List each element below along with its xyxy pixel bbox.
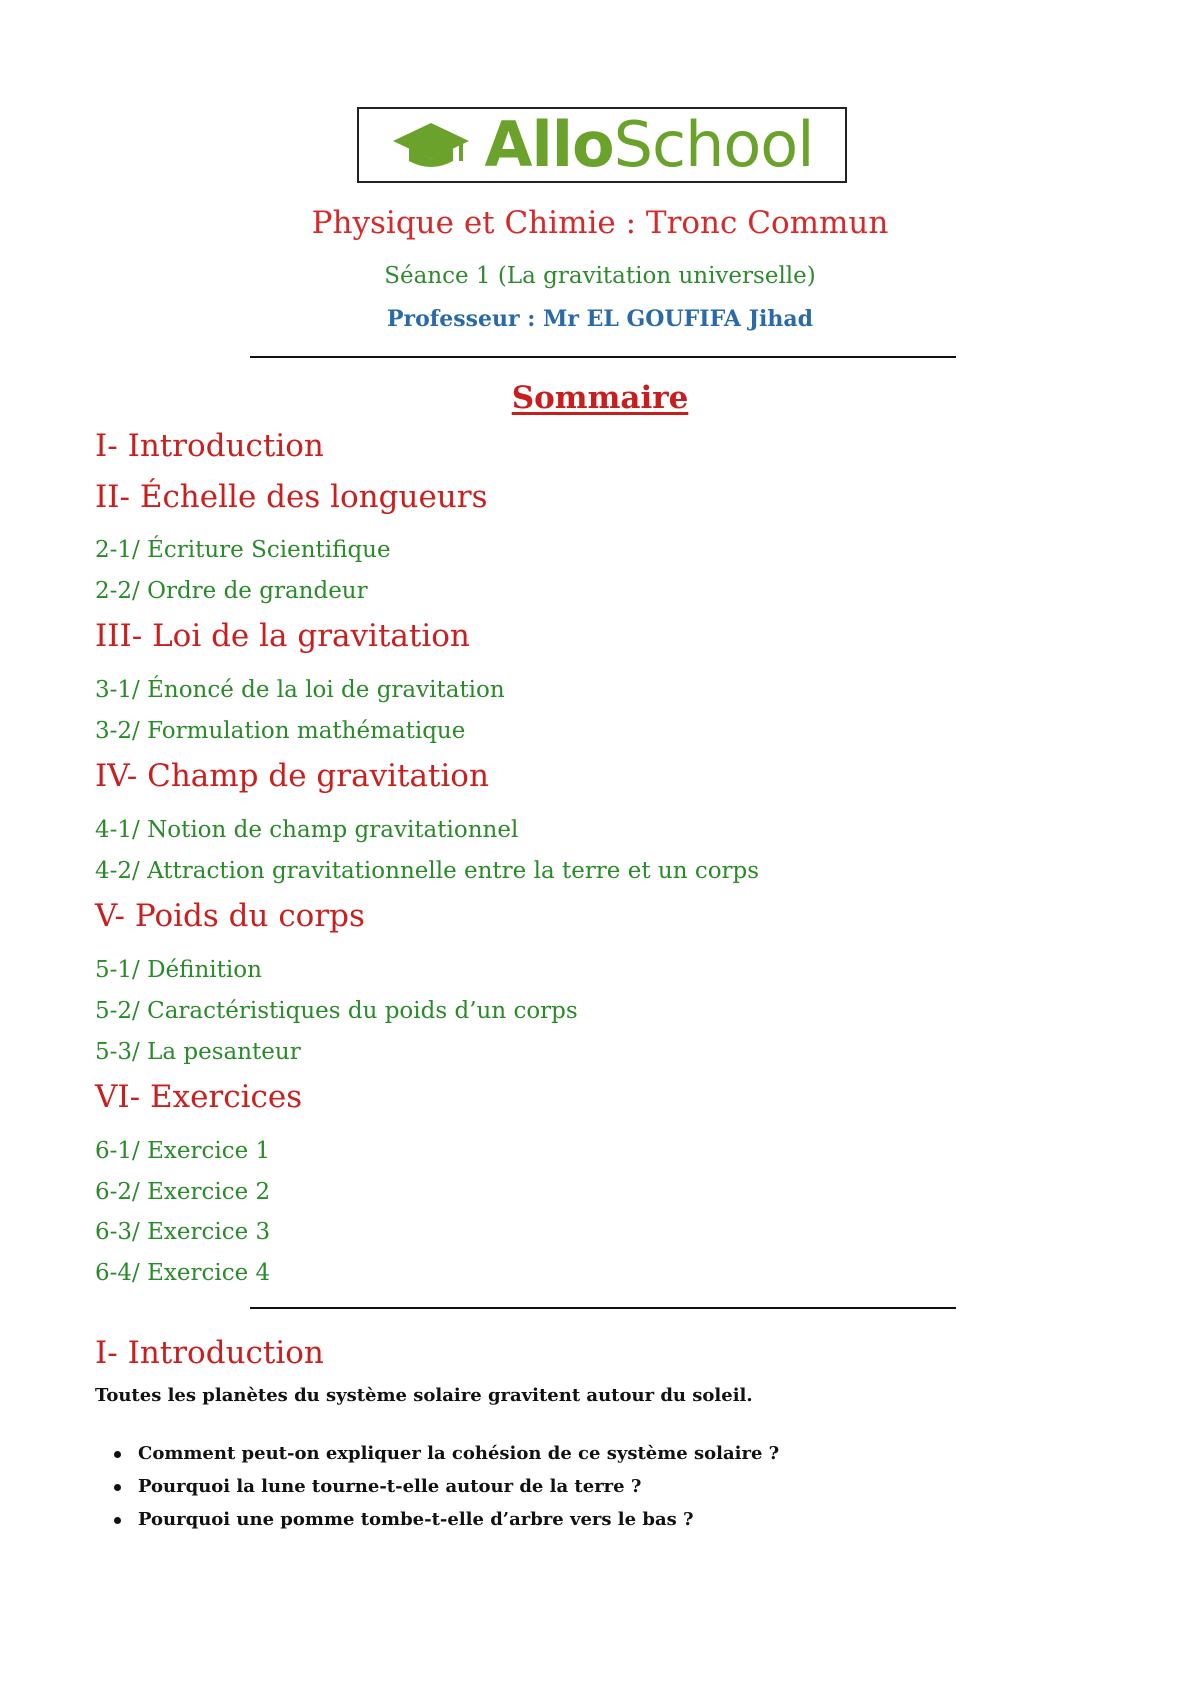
toc-section-poids[interactable]: V- Poids du corps: [95, 898, 365, 934]
introduction-questions: [108, 1437, 779, 1536]
toc-section-introduction[interactable]: I- Introduction: [95, 428, 324, 464]
graduation-cap-icon: [391, 117, 471, 173]
document-author: Professeur : Mr EL GOUFIFA Jihad: [386, 306, 814, 332]
toc-sub-formulation[interactable]: 3-2/ Formulation mathématique: [95, 718, 466, 744]
toc-sub-ecriture[interactable]: 2-1/ Écriture Scientifique: [95, 537, 391, 563]
toc-sub-caracteristiques[interactable]: 5-2/ Caractéristiques du poids d’un corps: [95, 998, 578, 1024]
logo-wordmark: [484, 108, 814, 181]
toc-sub-exercice-1[interactable]: 6-1/ Exercice 1: [95, 1138, 271, 1164]
alloschool-logo: [357, 107, 847, 183]
introduction-paragraph: Toutes les planètes du système solaire gravitent autour du soleil.: [95, 1385, 753, 1406]
logo-text-bold: Allo: [484, 108, 614, 181]
toc-sub-exercice-2[interactable]: 6-2/ Exercice 2: [95, 1179, 271, 1205]
toc-sub-exercice-3[interactable]: 6-3/ Exercice 3: [95, 1219, 271, 1245]
toc-section-echelle[interactable]: II- Échelle des longueurs: [95, 479, 488, 515]
question-item: Pourquoi une pomme tombe-t-elle d’arbre vers le bas ?: [108, 1503, 779, 1536]
document-subtitle: Séance 1 (La gravitation universelle): [384, 263, 816, 289]
question-item: Comment peut-on expliquer la cohésion de ce système solaire ?: [108, 1437, 779, 1470]
introduction-heading: I- Introduction: [95, 1335, 324, 1371]
toc-section-champ[interactable]: IV- Champ de gravitation: [95, 758, 489, 794]
toc-sub-ordre[interactable]: 2-2/ Ordre de grandeur: [95, 578, 368, 604]
top-divider: [250, 356, 956, 358]
toc-sub-notion[interactable]: 4-1/ Notion de champ gravitationnel: [95, 817, 519, 843]
logo-text-light: School: [613, 108, 814, 181]
question-item: Pourquoi la lune tourne-t-elle autour de la terre ?: [108, 1470, 779, 1503]
toc-section-loi[interactable]: III- Loi de la gravitation: [95, 618, 470, 654]
toc-section-exercices[interactable]: VI- Exercices: [95, 1079, 303, 1115]
toc-heading: Sommaire: [511, 380, 689, 416]
toc-sub-exercice-4[interactable]: 6-4/ Exercice 4: [95, 1260, 271, 1286]
document-title: Physique et Chimie : Tronc Commun: [311, 205, 889, 241]
toc-sub-attraction[interactable]: 4-2/ Attraction gravitationnelle entre la terre et un corps: [95, 858, 760, 884]
toc-sub-pesanteur[interactable]: 5-3/ La pesanteur: [95, 1039, 301, 1065]
toc-sub-enonce[interactable]: 3-1/ Énoncé de la loi de gravitation: [95, 677, 505, 703]
bottom-divider: [250, 1307, 956, 1309]
toc-sub-definition[interactable]: 5-1/ Définition: [95, 957, 262, 983]
